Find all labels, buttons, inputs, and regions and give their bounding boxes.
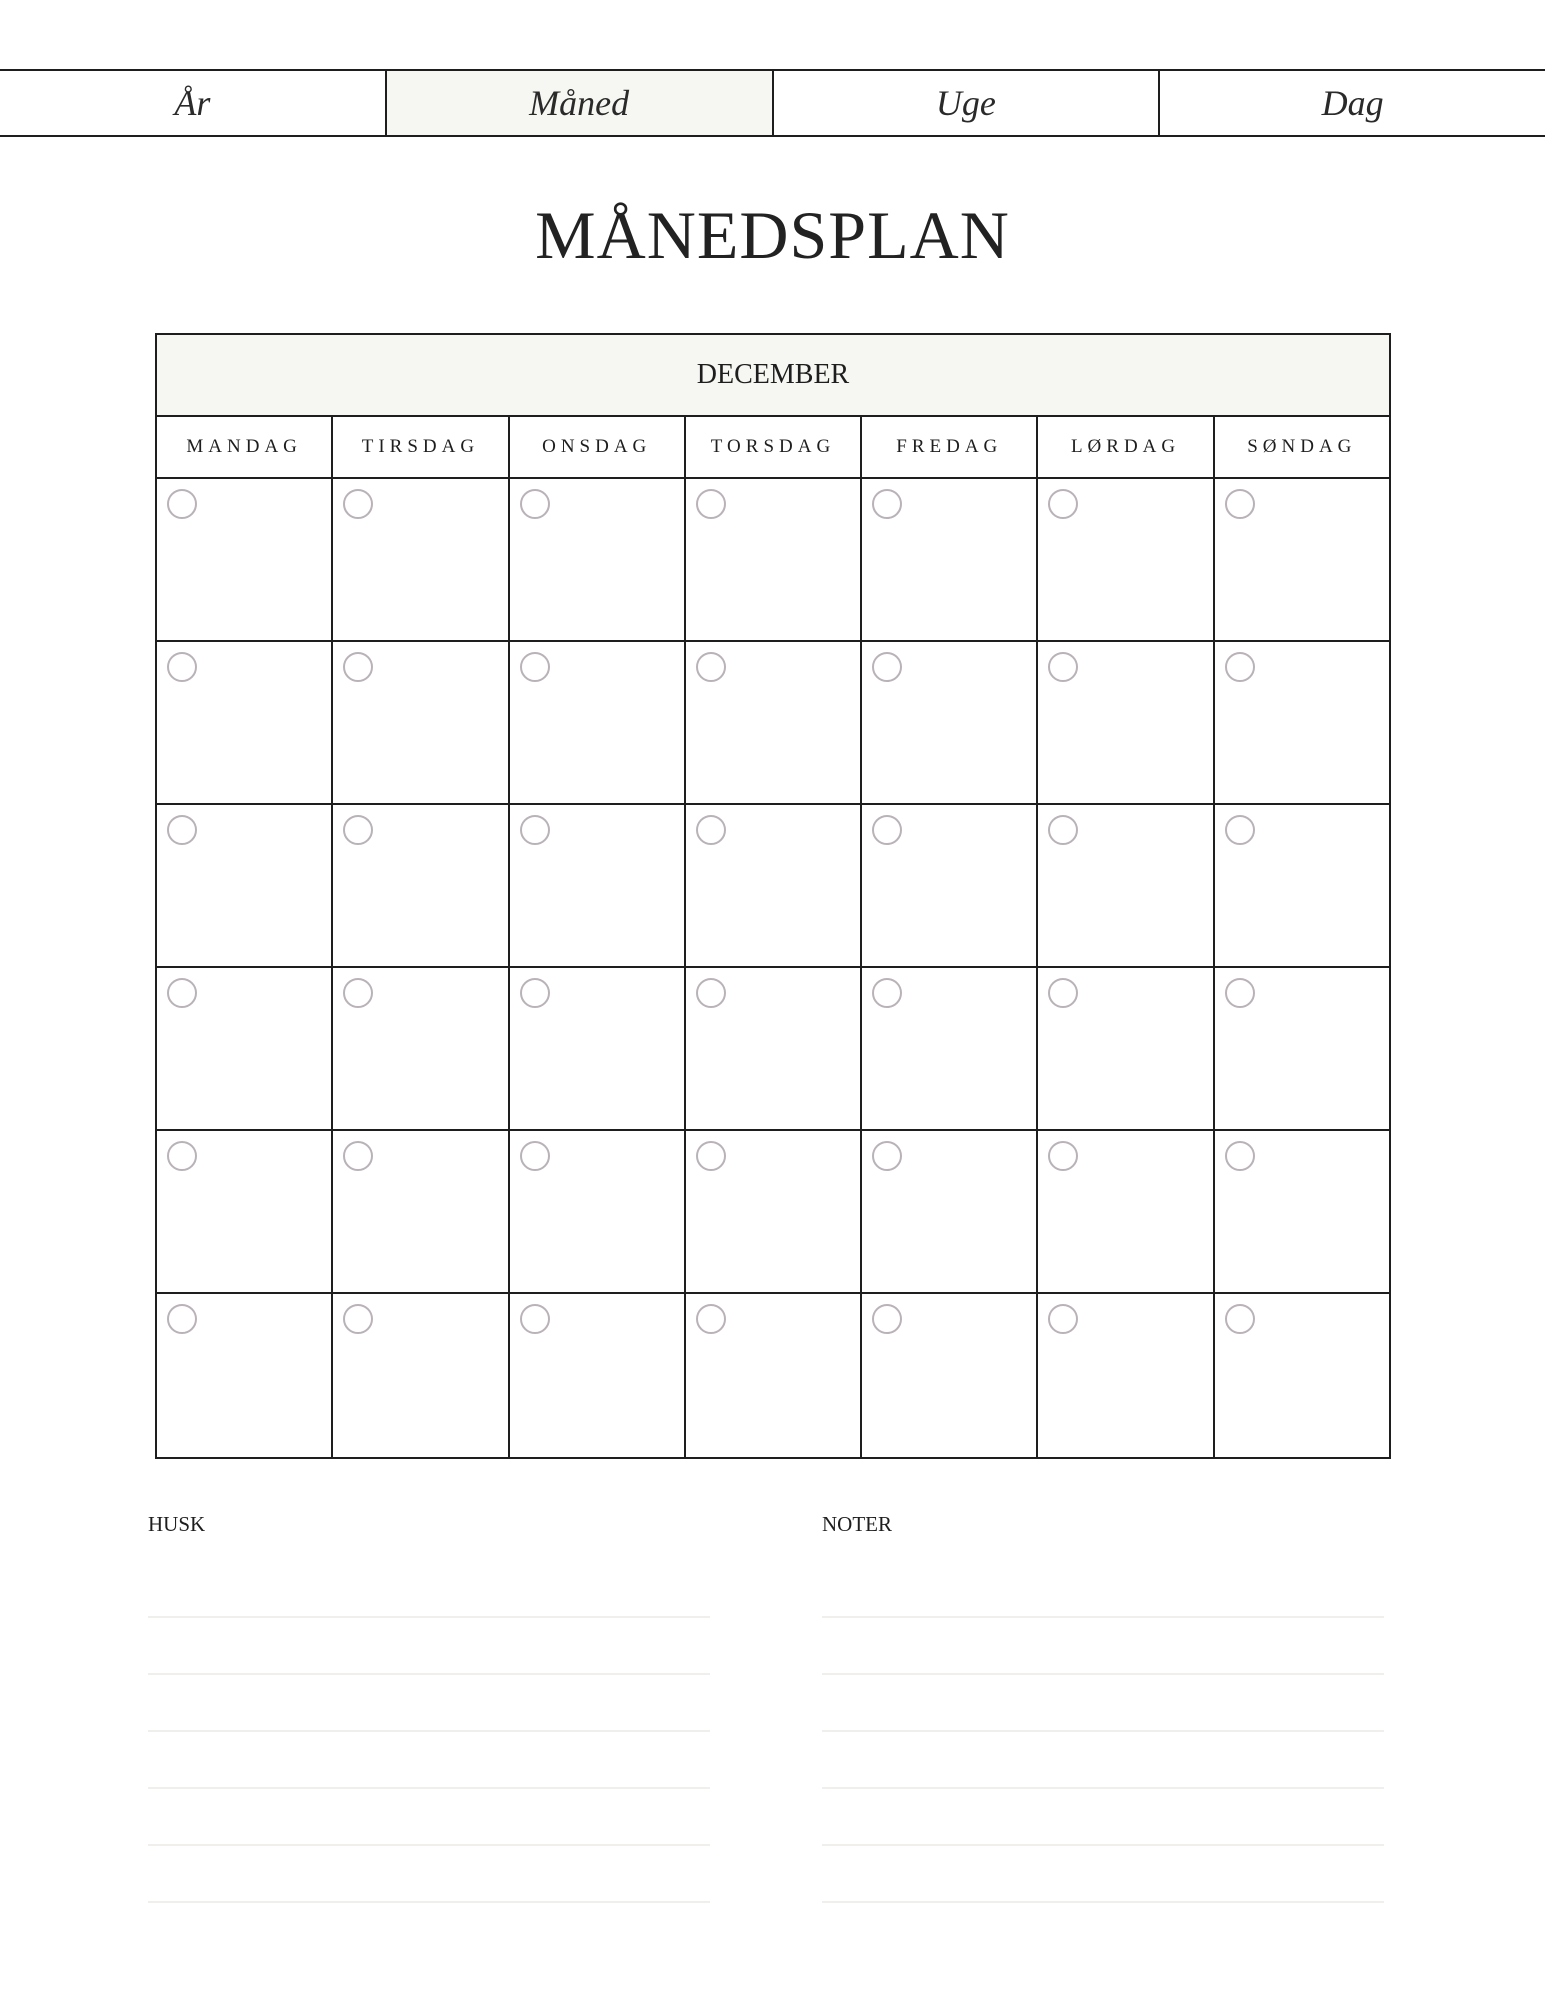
day-cell[interactable]	[1038, 805, 1214, 966]
day-checkbox-circle[interactable]	[343, 1141, 373, 1171]
day-checkbox-circle[interactable]	[167, 489, 197, 519]
husk-write-line[interactable]	[148, 1787, 710, 1789]
day-cell[interactable]	[510, 479, 686, 640]
week-row	[157, 1294, 1389, 1457]
noter-title: NOTER	[822, 1512, 892, 1536]
day-cell[interactable]	[333, 805, 509, 966]
day-checkbox-circle[interactable]	[1225, 1141, 1255, 1171]
weekday-thursday: TORSDAG	[686, 417, 862, 477]
weekday-monday: MANDAG	[157, 417, 333, 477]
day-checkbox-circle[interactable]	[520, 1141, 550, 1171]
day-cell[interactable]	[1215, 479, 1389, 640]
noter-lines	[822, 1616, 1384, 1903]
day-cell[interactable]	[862, 1131, 1038, 1292]
day-checkbox-circle[interactable]	[696, 652, 726, 682]
day-checkbox-circle[interactable]	[167, 1304, 197, 1334]
day-cell[interactable]	[1038, 642, 1214, 803]
day-cell[interactable]	[1038, 1294, 1214, 1457]
day-cell[interactable]	[510, 642, 686, 803]
day-checkbox-circle[interactable]	[343, 978, 373, 1008]
day-cell[interactable]	[1215, 1294, 1389, 1457]
day-cell[interactable]	[157, 1131, 333, 1292]
day-checkbox-circle[interactable]	[872, 489, 902, 519]
day-checkbox-circle[interactable]	[343, 489, 373, 519]
day-cell[interactable]	[686, 1294, 862, 1457]
day-checkbox-circle[interactable]	[1225, 652, 1255, 682]
week-row	[157, 479, 1389, 642]
day-cell[interactable]	[1038, 479, 1214, 640]
day-checkbox-circle[interactable]	[167, 978, 197, 1008]
view-tabs	[0, 69, 1545, 137]
noter-write-line[interactable]	[822, 1901, 1384, 1903]
tab-day[interactable]: Dag	[1321, 83, 1384, 123]
day-cell[interactable]	[333, 479, 509, 640]
day-cell[interactable]	[333, 642, 509, 803]
day-cell[interactable]	[157, 479, 333, 640]
week-row	[157, 968, 1389, 1131]
day-checkbox-circle[interactable]	[520, 652, 550, 682]
day-cell[interactable]	[1215, 968, 1389, 1129]
husk-lines	[148, 1616, 710, 1903]
day-checkbox-circle[interactable]	[1048, 652, 1078, 682]
month-calendar	[155, 333, 1391, 1459]
day-checkbox-circle[interactable]	[520, 489, 550, 519]
day-cell[interactable]	[686, 479, 862, 640]
day-checkbox-circle[interactable]	[872, 978, 902, 1008]
day-cell[interactable]	[1038, 1131, 1214, 1292]
calendar-grid	[157, 479, 1389, 1457]
weekday-tuesday: TIRSDAG	[333, 417, 509, 477]
day-checkbox-circle[interactable]	[1048, 1304, 1078, 1334]
day-checkbox-circle[interactable]	[696, 978, 726, 1008]
husk-write-line[interactable]	[148, 1844, 710, 1846]
day-checkbox-circle[interactable]	[343, 652, 373, 682]
day-checkbox-circle[interactable]	[520, 815, 550, 845]
day-cell[interactable]	[510, 968, 686, 1129]
day-cell[interactable]	[510, 1294, 686, 1457]
husk-write-line[interactable]	[148, 1616, 710, 1618]
weekday-friday: FREDAG	[862, 417, 1038, 477]
weekday-header-row	[157, 417, 1389, 479]
day-cell[interactable]	[862, 479, 1038, 640]
day-checkbox-circle[interactable]	[1225, 815, 1255, 845]
noter-write-line[interactable]	[822, 1730, 1384, 1732]
noter-write-line[interactable]	[822, 1787, 1384, 1789]
day-cell[interactable]	[686, 968, 862, 1129]
page-title: MÅNEDSPLAN	[535, 197, 1010, 273]
day-cell[interactable]	[157, 805, 333, 966]
day-checkbox-circle[interactable]	[167, 652, 197, 682]
day-checkbox-circle[interactable]	[1225, 1304, 1255, 1334]
day-checkbox-circle[interactable]	[1048, 978, 1078, 1008]
day-checkbox-circle[interactable]	[872, 815, 902, 845]
day-cell[interactable]	[862, 1294, 1038, 1457]
day-checkbox-circle[interactable]	[696, 489, 726, 519]
week-row	[157, 1131, 1389, 1294]
tab-week[interactable]: Uge	[774, 71, 1161, 135]
day-cell[interactable]	[1215, 1131, 1389, 1292]
day-cell[interactable]	[510, 1131, 686, 1292]
day-cell[interactable]	[510, 805, 686, 966]
day-checkbox-circle[interactable]	[1048, 489, 1078, 519]
day-cell[interactable]	[686, 642, 862, 803]
day-cell[interactable]	[333, 1131, 509, 1292]
day-cell[interactable]	[157, 968, 333, 1129]
husk-write-line[interactable]	[148, 1901, 710, 1903]
husk-title: HUSK	[148, 1512, 206, 1536]
day-checkbox-circle[interactable]	[520, 1304, 550, 1334]
tab-year[interactable]: År	[0, 71, 387, 135]
day-checkbox-circle[interactable]	[343, 815, 373, 845]
day-checkbox-circle[interactable]	[1048, 1141, 1078, 1171]
day-cell[interactable]	[333, 1294, 509, 1457]
day-cell[interactable]	[862, 968, 1038, 1129]
day-cell[interactable]	[862, 642, 1038, 803]
day-checkbox-circle[interactable]	[1048, 815, 1078, 845]
husk-write-line[interactable]	[148, 1730, 710, 1732]
month-name: DECEMBER	[157, 335, 1389, 417]
day-cell[interactable]	[1215, 805, 1389, 966]
weekday-wednesday: ONSDAG	[510, 417, 686, 477]
day-checkbox-circle[interactable]	[167, 815, 197, 845]
noter-write-line[interactable]	[822, 1844, 1384, 1846]
day-checkbox-circle[interactable]	[696, 1141, 726, 1171]
tab-month[interactable]: Måned	[387, 71, 774, 135]
day-checkbox-circle[interactable]	[872, 1304, 902, 1334]
day-checkbox-circle[interactable]	[343, 1304, 373, 1334]
day-cell[interactable]	[157, 642, 333, 803]
husk-write-line[interactable]	[148, 1673, 710, 1675]
day-cell[interactable]	[1038, 968, 1214, 1129]
weekday-sunday: SØNDAG	[1247, 436, 1357, 457]
noter-write-line[interactable]	[822, 1616, 1384, 1618]
day-checkbox-circle[interactable]	[696, 1304, 726, 1334]
day-checkbox-circle[interactable]	[1225, 489, 1255, 519]
day-cell[interactable]	[157, 1294, 333, 1457]
day-checkbox-circle[interactable]	[872, 1141, 902, 1171]
noter-write-line[interactable]	[822, 1673, 1384, 1675]
day-cell[interactable]	[1215, 642, 1389, 803]
day-cell[interactable]	[686, 1131, 862, 1292]
day-cell[interactable]	[862, 805, 1038, 966]
day-checkbox-circle[interactable]	[520, 978, 550, 1008]
husk-section	[148, 1510, 710, 1958]
day-checkbox-circle[interactable]	[696, 815, 726, 845]
day-checkbox-circle[interactable]	[1225, 978, 1255, 1008]
weekday-saturday: LØRDAG	[1038, 417, 1214, 477]
day-checkbox-circle[interactable]	[167, 1141, 197, 1171]
day-checkbox-circle[interactable]	[872, 652, 902, 682]
week-row	[157, 805, 1389, 968]
week-row	[157, 642, 1389, 805]
noter-section	[822, 1510, 1384, 1958]
day-cell[interactable]	[333, 968, 509, 1129]
day-cell[interactable]	[686, 805, 862, 966]
